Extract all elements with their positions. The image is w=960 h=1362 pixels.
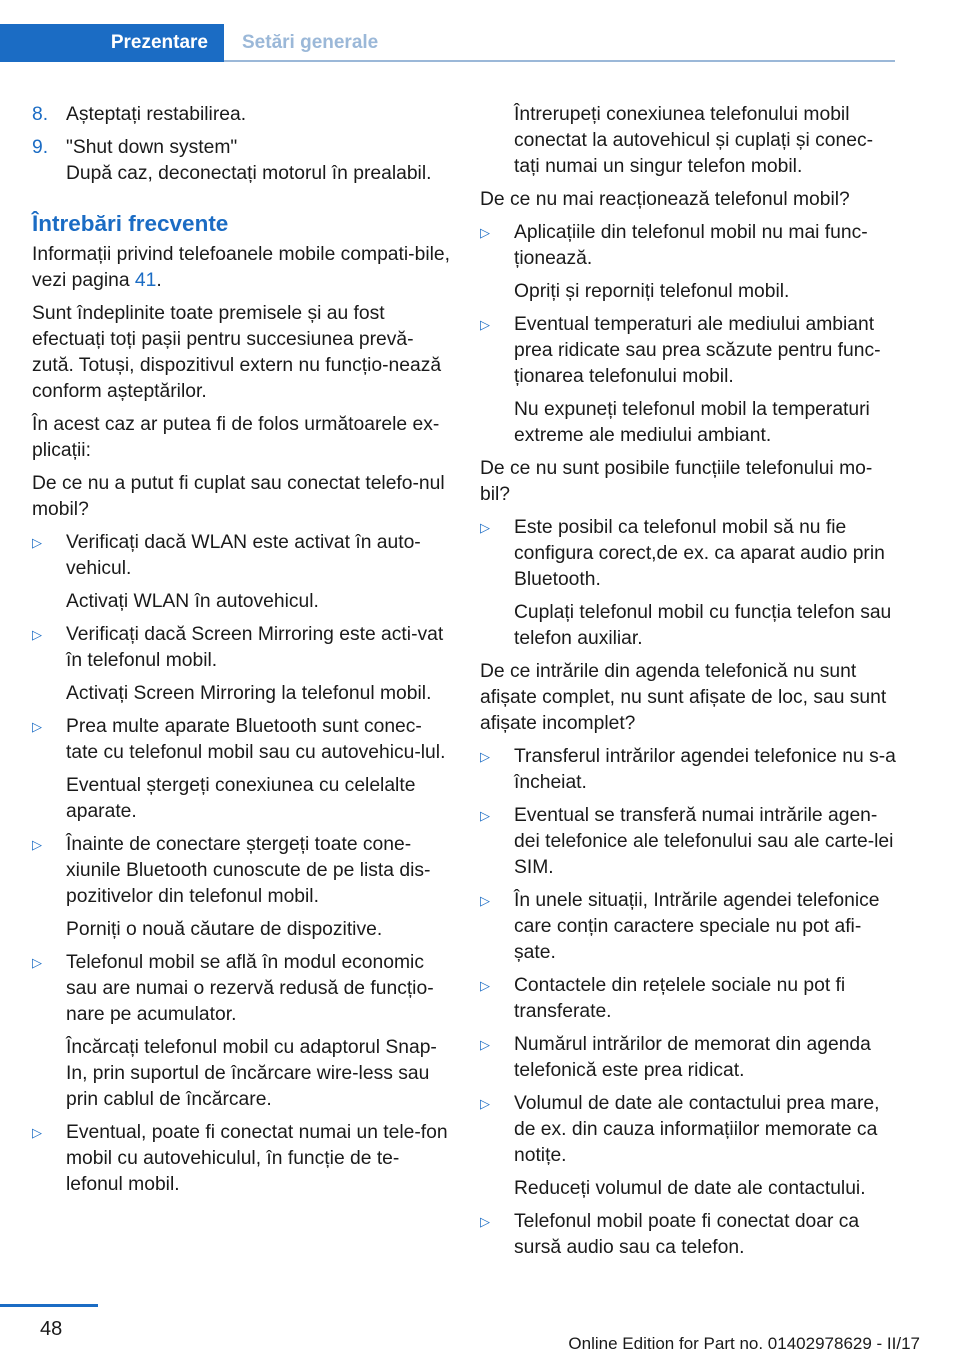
item-text: Prea multe aparate Bluetooth sunt conec‐tate cu telefonul mobil sau cu autovehicu‐lul.: [66, 716, 446, 763]
list-item: [480, 312, 896, 449]
item-text: Aplicațiile din telefonul mobil nu mai func‐ționează.: [514, 222, 868, 269]
list-item: [480, 973, 896, 1025]
list-item: [480, 220, 896, 305]
triangle-right-outline-icon: ▷: [32, 627, 42, 642]
item-action: Nu expuneți telefonul mobil la temperaturi extreme ale mediului ambiant.: [514, 399, 870, 446]
triangle-right-outline-icon: ▷: [480, 749, 490, 764]
item-text: Numărul intrărilor de memorat din agenda telefonică este prea ridicat.: [514, 1034, 871, 1081]
list-item: [32, 832, 450, 943]
triangle-right-outline-icon: ▷: [480, 808, 490, 823]
item-text: Eventual temperaturi ale mediului ambiant prea ridicate sau prea scăzute pentru func‐ționarea telefonului mobil.: [514, 314, 881, 387]
triangle-right-outline-icon: ▷: [480, 317, 490, 332]
page-number: 48: [40, 1318, 63, 1340]
info-end: .: [156, 270, 162, 291]
item-text: Înainte de conectare ștergeți toate cone‐xiunile Bluetooth cunoscute de pe lista dis‐pozitivelor din telefonul mobil.: [66, 834, 431, 907]
question: De ce nu mai reacționează telefonul mobil?: [480, 189, 850, 210]
list-item: [32, 622, 450, 707]
triangle-right-outline-icon: ▷: [32, 1125, 42, 1140]
triangle-right-outline-icon: ▷: [480, 225, 490, 240]
triangle-right-outline-icon: ▷: [480, 1214, 490, 1229]
list-item: [480, 1032, 896, 1084]
item-text: Telefonul mobil se află în modul economic sau are numai o rezervă redusă de funcțio‐nare pe acumulator.: [66, 952, 434, 1025]
triangle-right-outline-icon: ▷: [32, 837, 42, 852]
item-text: Transferul intrărilor agendei telefonice nu s-a încheiat.: [514, 746, 896, 793]
faq-title: Întrebări frecvente: [32, 211, 229, 236]
list-item: [480, 888, 896, 966]
question: De ce nu sunt posibile funcțiile telefonului mo‐bil?: [480, 458, 873, 505]
footer-divider: [0, 1304, 98, 1307]
triangle-right-outline-icon: ▷: [480, 1037, 490, 1052]
header-divider: [224, 60, 895, 62]
list-item: [480, 803, 896, 881]
item-text: Volumul de date ale contactului prea mare, de ex. din cauza informațiilor memorate ca notițe.: [514, 1093, 880, 1166]
step-text: Așteptați restabilirea.: [66, 104, 247, 125]
tab-prezentare[interactable]: Prezentare: [0, 24, 224, 62]
edition-note: Online Edition for Part no. 01402978629 - II/17: [568, 1334, 920, 1353]
item-action: Reduceți volumul de date ale contactului.: [514, 1178, 866, 1199]
tab-setari-generale[interactable]: Setări generale: [242, 32, 379, 53]
item-text: Eventual, poate fi conectat numai un tele‐fon mobil cu autovehiculul, în funcție de te‐lefonul mobil.: [66, 1122, 448, 1195]
list-item: [32, 1120, 450, 1198]
item-action: Activați WLAN în autovehicul.: [66, 591, 319, 612]
triangle-right-outline-icon: ▷: [32, 535, 42, 550]
list-item: [32, 530, 450, 615]
triangle-right-outline-icon: ▷: [32, 955, 42, 970]
triangle-right-outline-icon: ▷: [480, 1096, 490, 1111]
left-column: [32, 102, 450, 1205]
list-item: [480, 515, 896, 652]
page-link[interactable]: 41: [134, 270, 157, 291]
triangle-right-outline-icon: ▷: [32, 719, 42, 734]
question: De ce nu a putut fi cuplat sau conectat telefo‐nul mobil?: [32, 473, 445, 520]
continued-action: Întrerupeți conexiunea telefonului mobil conectat la autovehicul și cuplați și conec‐tați numai un singur telefon mobil.: [514, 104, 874, 177]
question: De ce intrările din agenda telefonică nu sunt afișate complet, nu sunt afișate de loc, sau sunt afișate incomplet?: [480, 661, 887, 734]
step-9: [32, 135, 450, 161]
list-item: [480, 1209, 896, 1261]
step-9-note: După caz, deconectați motorul în prealabil.: [66, 163, 432, 184]
info-text: Informații privind telefoanele mobile compati‐bile, vezi pagina: [32, 244, 450, 291]
item-text: Contactele din rețelele sociale nu pot fi transferate.: [514, 975, 846, 1022]
item-text: Verificați dacă Screen Mirroring este acti‐vat în telefonul mobil.: [66, 624, 444, 671]
item-action: Încărcați telefonul mobil cu adaptorul Snap-In, prin suportul de încărcare wire‐less sau prin cablul de încărcare.: [66, 1037, 437, 1110]
step-8: [32, 102, 450, 128]
paragraph: În acest caz ar putea fi de folos următoarele ex‐plicații:: [32, 414, 440, 461]
list-item: [32, 714, 450, 825]
item-text: Este posibil ca telefonul mobil să nu fie configura corect,de ex. ca aparat audio prin Bluetooth.: [514, 517, 885, 590]
item-text: În unele situații, Intrările agendei telefonice care conțin caractere speciale nu pot afi‐șate.: [514, 890, 880, 963]
triangle-right-outline-icon: ▷: [480, 520, 490, 535]
item-action: Opriți și reporniți telefonul mobil.: [514, 281, 790, 302]
item-text: Eventual se transferă numai intrările agen‐dei telefonice ale telefonului sau ale carte‐lei SIM.: [514, 805, 894, 878]
triangle-right-outline-icon: ▷: [480, 893, 490, 908]
paragraph: Sunt îndeplinite toate premisele și au fost efectuați toți pașii pentru succesiunea prevă‐zută. Totuși, dispozitivul extern nu funcțio‐nează conform așteptărilor.: [32, 303, 442, 402]
item-action: Eventual ștergeți conexiunea cu celelalte aparate.: [66, 775, 416, 822]
step-number: 8.: [32, 104, 49, 125]
info-paragraph: [32, 242, 450, 294]
page-header: [0, 0, 960, 64]
right-column: [480, 102, 896, 1268]
item-text: Telefonul mobil poate fi conectat doar ca sursă audio sau ca telefon.: [514, 1211, 860, 1258]
step-number: 9.: [32, 137, 49, 158]
list-item: [32, 950, 450, 1113]
list-item: [480, 744, 896, 796]
list-item: [480, 1091, 896, 1202]
item-text: Verificați dacă WLAN este activat în auto‐vehicul.: [66, 532, 421, 579]
triangle-right-outline-icon: ▷: [480, 978, 490, 993]
item-action: Cuplați telefonul mobil cu funcția telefon sau telefon auxiliar.: [514, 602, 892, 649]
item-action: Porniți o nouă căutare de dispozitive.: [66, 919, 383, 940]
item-action: Activați Screen Mirroring la telefonul mobil.: [66, 683, 432, 704]
step-text: "Shut down system": [66, 137, 238, 158]
